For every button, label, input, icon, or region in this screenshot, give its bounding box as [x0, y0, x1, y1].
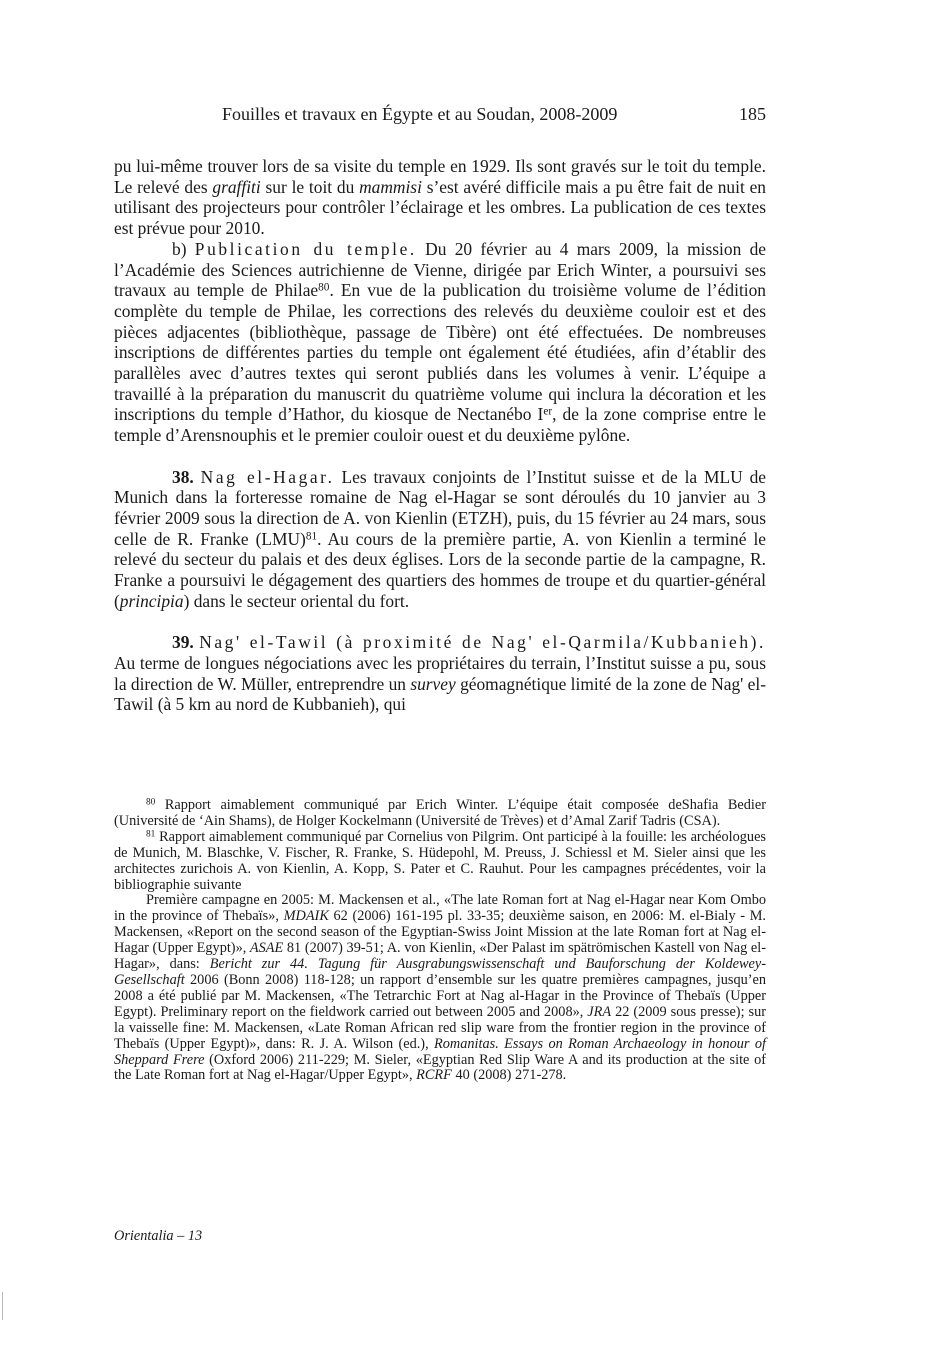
footnote-80: $^{80}$ Rapport aimablement communiqué par Erich Winter. L’équipe était composée deShafia Bedier (Université de ‘Ain Shams), de Holger Kockelmann (Université de Trèves) et d’Amal Zarif Tadris (CSA).	[114, 797, 766, 829]
subsection-title: Publication du temple.	[194, 238, 417, 259]
main-text	[114, 156, 766, 715]
footnote-ref-81: 81	[305, 530, 318, 542]
page-number: 185	[739, 104, 766, 124]
scan-edge-mark	[2, 1292, 3, 1320]
footnote-81: $^{81}$ Rapport aimablement communiqué par Cornelius von Pilgrim. Ont participé à la fouille: les archéologues de Munich, M. Blaschke, V. Fischer, R. Franke, S. Hüdepohl, M. Preuss, J. Schiessl et M. Sieler ainsi que les architectes zurichois A. von Kienlin, A. Kopp, S. Pater et C. Rauhut. Pour les campagnes précédentes, voir la bibliographie suivante	[114, 828, 766, 893]
footnote-ref-80: 80	[318, 281, 330, 294]
running-header	[114, 104, 766, 128]
section-38-nag-el-hagar: 38. Nag el-Hagar. Les travaux conjoints de l’Institut suisse et de la MLU de Munich dans la forteresse romaine de Nag el-Hagar se sont déroulés du 10 janvier au 3 février 2009 sous la direction de A. von Kienlin (ETZH), puis, du 15 février au 24 mars, sous celle de R. Franke (LMU)$^{81}$. Au cours de la première partie, A. von Kienlin a terminé le relevé du secteur du palais et des deux églises. Lors de la seconde partie de la campagne, R. Franke a poursuivi le dégagement des quartiers des hommes de troupe et du quartier-général (principia) dans le secteur oriental du fort.	[114, 466, 767, 611]
section-39-nag-el-tawil: 39. Nag' el-Tawil (à proximité de Nag' el-Qarmila/Kubbanieh). Au terme de longues négociations avec les propriétaires du terrain, l’Institut suisse a pu, sous la direction de W. Müller, entreprendre un survey géomagnétique limité de la zone de Nag' el-Tawil (à 5 km au nord de Kubbanieh), qui	[114, 632, 766, 715]
paragraph-philae-graffiti: pu lui-même trouver lors de sa visite du temple en 1929. Ils sont gravés sur le toit du temple. Le relevé des graffiti sur le toit du mammisi s’est avéré difficile mais a pu être fait de nuit en utilisant des projecteurs pour contrôler l’éclairage et les ombres. La publication de ces textes est prévue pour 2010.	[114, 156, 766, 239]
section-number: 39.	[172, 632, 194, 653]
footnotes	[114, 798, 766, 1084]
running-title: Fouilles et travaux en Égypte et au Soudan, 2008-2009	[222, 104, 618, 124]
footnote-bibliography: Première campagne en 2005: M. Mackensen et al., «The late Roman fort at Nag el-Hagar near Kom Ombo in the province of Thebaïs», MDAIK 62 (2006) 161-195 pl. 33-35; deuxième saison, en 2006: M. el-Bialy - M. Mackensen, «Report on the second season of the Egyptian-Swiss Joint Mission at the late Roman fort at Nag el-Hagar (Upper Egypt)», ASAE 81 (2007) 39-51; A. von Kienlin, «Der Palast im spätrömischen Kastell von Nag el-Hagar», dans: Bericht zur 44. Tagung für Ausgrabungswissenschaft und Bauforschung der Koldewey-Gesellschaft 2006 (Bonn 2008) 118-128; un rapport d’ensemble sur les quatre premières campagnes, jusqu’en 2008 a été publié par M. Mackensen, «The Tetrarchic Fort at Nag al-Hagar in the Province of Thebaïs (Upper Egypt). Preliminary report on the fieldwork carried out between 2005 and 2008», JRA 22 (2009 sous presse); sur la vaisselle fine: M. Mackensen, «Late Roman African red slip ware from the frontier region in the province of Thebaïs (Upper Egypt)», dans: R. J. A. Wilson (ed.), Romanitas. Essays on Roman Archaeology in honour of Sheppard Frere (Oxford 2006) 211-229; M. Sieler, «Egyptian Red Slip Ware A and its production at the site of the Late Roman fort at Nag el-Hagar/Upper Egypt», RCRF 40 (2008) 271-278.	[114, 892, 767, 1084]
section-title: Nag el-Hagar.	[200, 466, 335, 487]
section-number: 38.	[172, 466, 194, 487]
paragraph-publication-temple: b) Publication du temple. Du 20 février au 4 mars 2009, la mission de l’Académie des Sciences autrichienne de Vienne, dirigée par Erich Winter, a poursuivi ses travaux au temple de Philae$^{80}$. En vue de la publication du troisième volume de l’édition complète du temple de Philae, les corrections des relevés du deuxième couloir est et des pièces adjacentes (bibliothèque, passage de Tibère) ont été effectuées. De nombreuses inscriptions de différentes parties du temple ont également été étudiées, afin d’établir des parallèles avec d’autres textes qui seront publiés dans les volumes à venir. L’équipe a travaillé à la préparation du manuscrit du quatrième volume qui inclura la décoration et les inscriptions du temple d’Hathor, du kiosque de Nectanébo Ier, de la zone comprise entre le temple d’Arensnouphis et le premier couloir ouest et du deuxième pylône.	[114, 238, 767, 446]
signature-mark: Orientalia – 13	[114, 1228, 203, 1244]
section-title: Nag' el-Tawil (à proximité de Nag' el-Qarmila/Kubbanieh).	[199, 632, 766, 653]
